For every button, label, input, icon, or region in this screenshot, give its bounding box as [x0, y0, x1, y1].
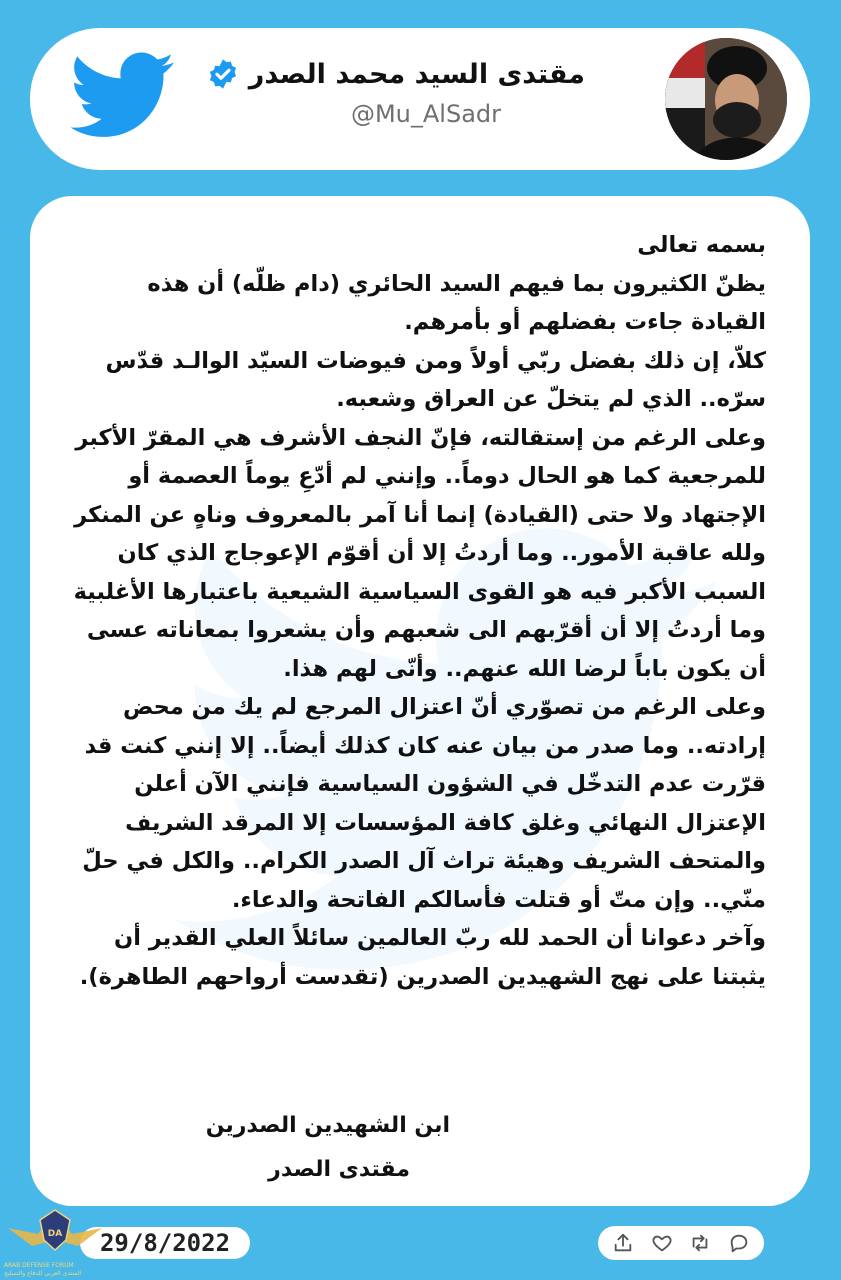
verified-badge-icon: [207, 58, 239, 90]
retweet-icon[interactable]: [689, 1232, 711, 1254]
profile-handle[interactable]: @Mu_AlSadr: [350, 100, 501, 128]
profile-name[interactable]: مقتدى السيد محمد الصدر: [248, 58, 585, 90]
tweet-date: 29/8/2022: [80, 1227, 250, 1259]
svg-text:DA: DA: [47, 1229, 63, 1239]
avatar[interactable]: [665, 38, 787, 160]
tweet-paragraph: وآخر دعوانا أن الحمد لله ربّ العالمين سائلاً العلي القدير أن يثبتنا على نهج الشهيدين الصدرين (تقدست أرواحهم الطاهرة).: [79, 925, 766, 990]
tweet-signature: [180, 1104, 450, 1192]
tweet-paragraph: كلاّ، إن ذلك بفضل ربّي أولاً ومن فيوضات السيّد الوالـد قدّس سرّه.. الذي لم يتخلّ عن العراق وشعبه.: [105, 347, 766, 412]
share-icon[interactable]: [612, 1232, 634, 1254]
tweet-paragraph: بسمه تعالى: [637, 232, 766, 258]
tweet-text: [66, 226, 766, 996]
forum-logo-text: ARAB DEFENSE FORUM: [4, 1262, 74, 1269]
signature-line: مقتدى الصدر: [268, 1157, 410, 1182]
tweet-paragraph: يظنّ الكثيرون بما فيهم السيد الحائري (دام ظلّه) أن هذه القيادة جاءت بفضلهم أو بأمرهم.: [147, 270, 766, 335]
tweet-actions-bar: [598, 1226, 764, 1260]
profile-name-row: [207, 58, 585, 90]
forum-logo-text: المنتدى العربي للدفاع والتسليح: [4, 1270, 81, 1277]
tweet-paragraph: وعلى الرغم من إستقالته، فإنّ النجف الأشرف هي المقرّ الأكبر للمرجعية كما هو الحال دوماً.. وإنني لم أدّعِ يوماً العصمة أو الإجتهاد ولا حتى (القيادة) إنما أنا آمر بالمعروف وناهٍ عن المنكر ولله عاقبة الأمور.. وما أردتُ إلا أن أقوّم الإعوجاج الذي كان السبب الأكبر فيه هو القوى السياسية الشيعية باعتبارها الأغلبية وما أردتُ إلا أن أقرّبهم الى شعبهم وأن يشعروا بمعاناته عسى أن يكون باباً لرضا الله عنهم.. وأنّى لهم هذا.: [73, 424, 766, 682]
twitter-logo-icon: [70, 52, 176, 140]
signature-line: ابن الشهيدين الصدرين: [205, 1113, 450, 1138]
tweet-card: [30, 196, 810, 1206]
reply-icon[interactable]: [728, 1232, 750, 1254]
tweet-paragraph: وعلى الرغم من تصوّري أنّ اعتزال المرجع لم يك من محض إرادته.. وما صدر من بيان عنه كان كذلك أيضاً.. إلا إنني كنت قد قرّرت عدم التدخّل في الشؤون السياسية فإنني الآن أعلن الإعتزال النهائي وغلق كافة المؤسسات إلا المرقد الشريف والمتحف الشريف وهيئة تراث آل الصدر الكرام.. والكل في حلّ منّي.. وإن متّ أو قتلت فأسالكم الفاتحة والدعاء.: [82, 694, 766, 913]
like-icon[interactable]: [651, 1232, 673, 1254]
avatar-portrait: [665, 38, 787, 160]
